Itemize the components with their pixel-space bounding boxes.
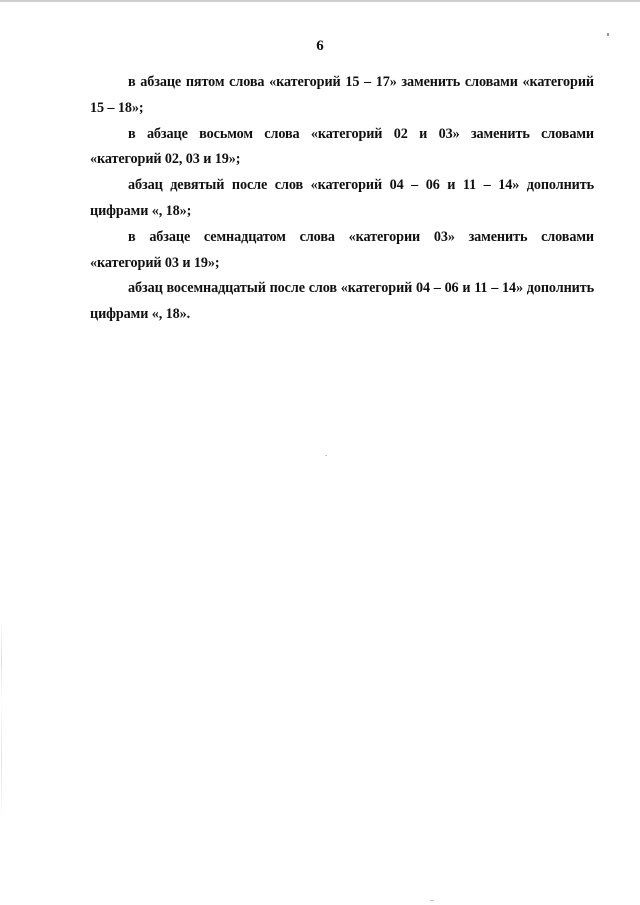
scan-speck — [607, 33, 609, 36]
scan-speck — [325, 455, 327, 456]
page-number: 6 — [316, 38, 324, 54]
paragraph-amendment-4: в абзаце семнадцатом слова «категории 03» заменить словами «категорий 03 и 19»; — [90, 228, 594, 271]
scan-speck — [430, 900, 434, 901]
paragraph-amendment-5: абзац восемнадцатый после слов «категорий 04 – 06 и 11 – 14» дополнить цифрами «, 18». — [90, 280, 594, 323]
document-body — [90, 70, 594, 328]
scan-margin-mark — [1, 620, 2, 820]
paragraph-amendment-3: абзац девятый после слов «категорий 04 – 06 и 11 – 14» дополнить цифрами «, 18»; — [90, 177, 594, 219]
paragraph-amendment-2: в абзаце восьмом слова «категорий 02 и 03» заменить словами «категорий 02, 03 и 19»; — [90, 125, 594, 168]
paragraph-amendment-1: в абзаце пятом слова «категорий 15 – 17» заменить словами «категорий 15 – 18»; — [90, 74, 594, 116]
scan-top-edge — [0, 0, 640, 2]
